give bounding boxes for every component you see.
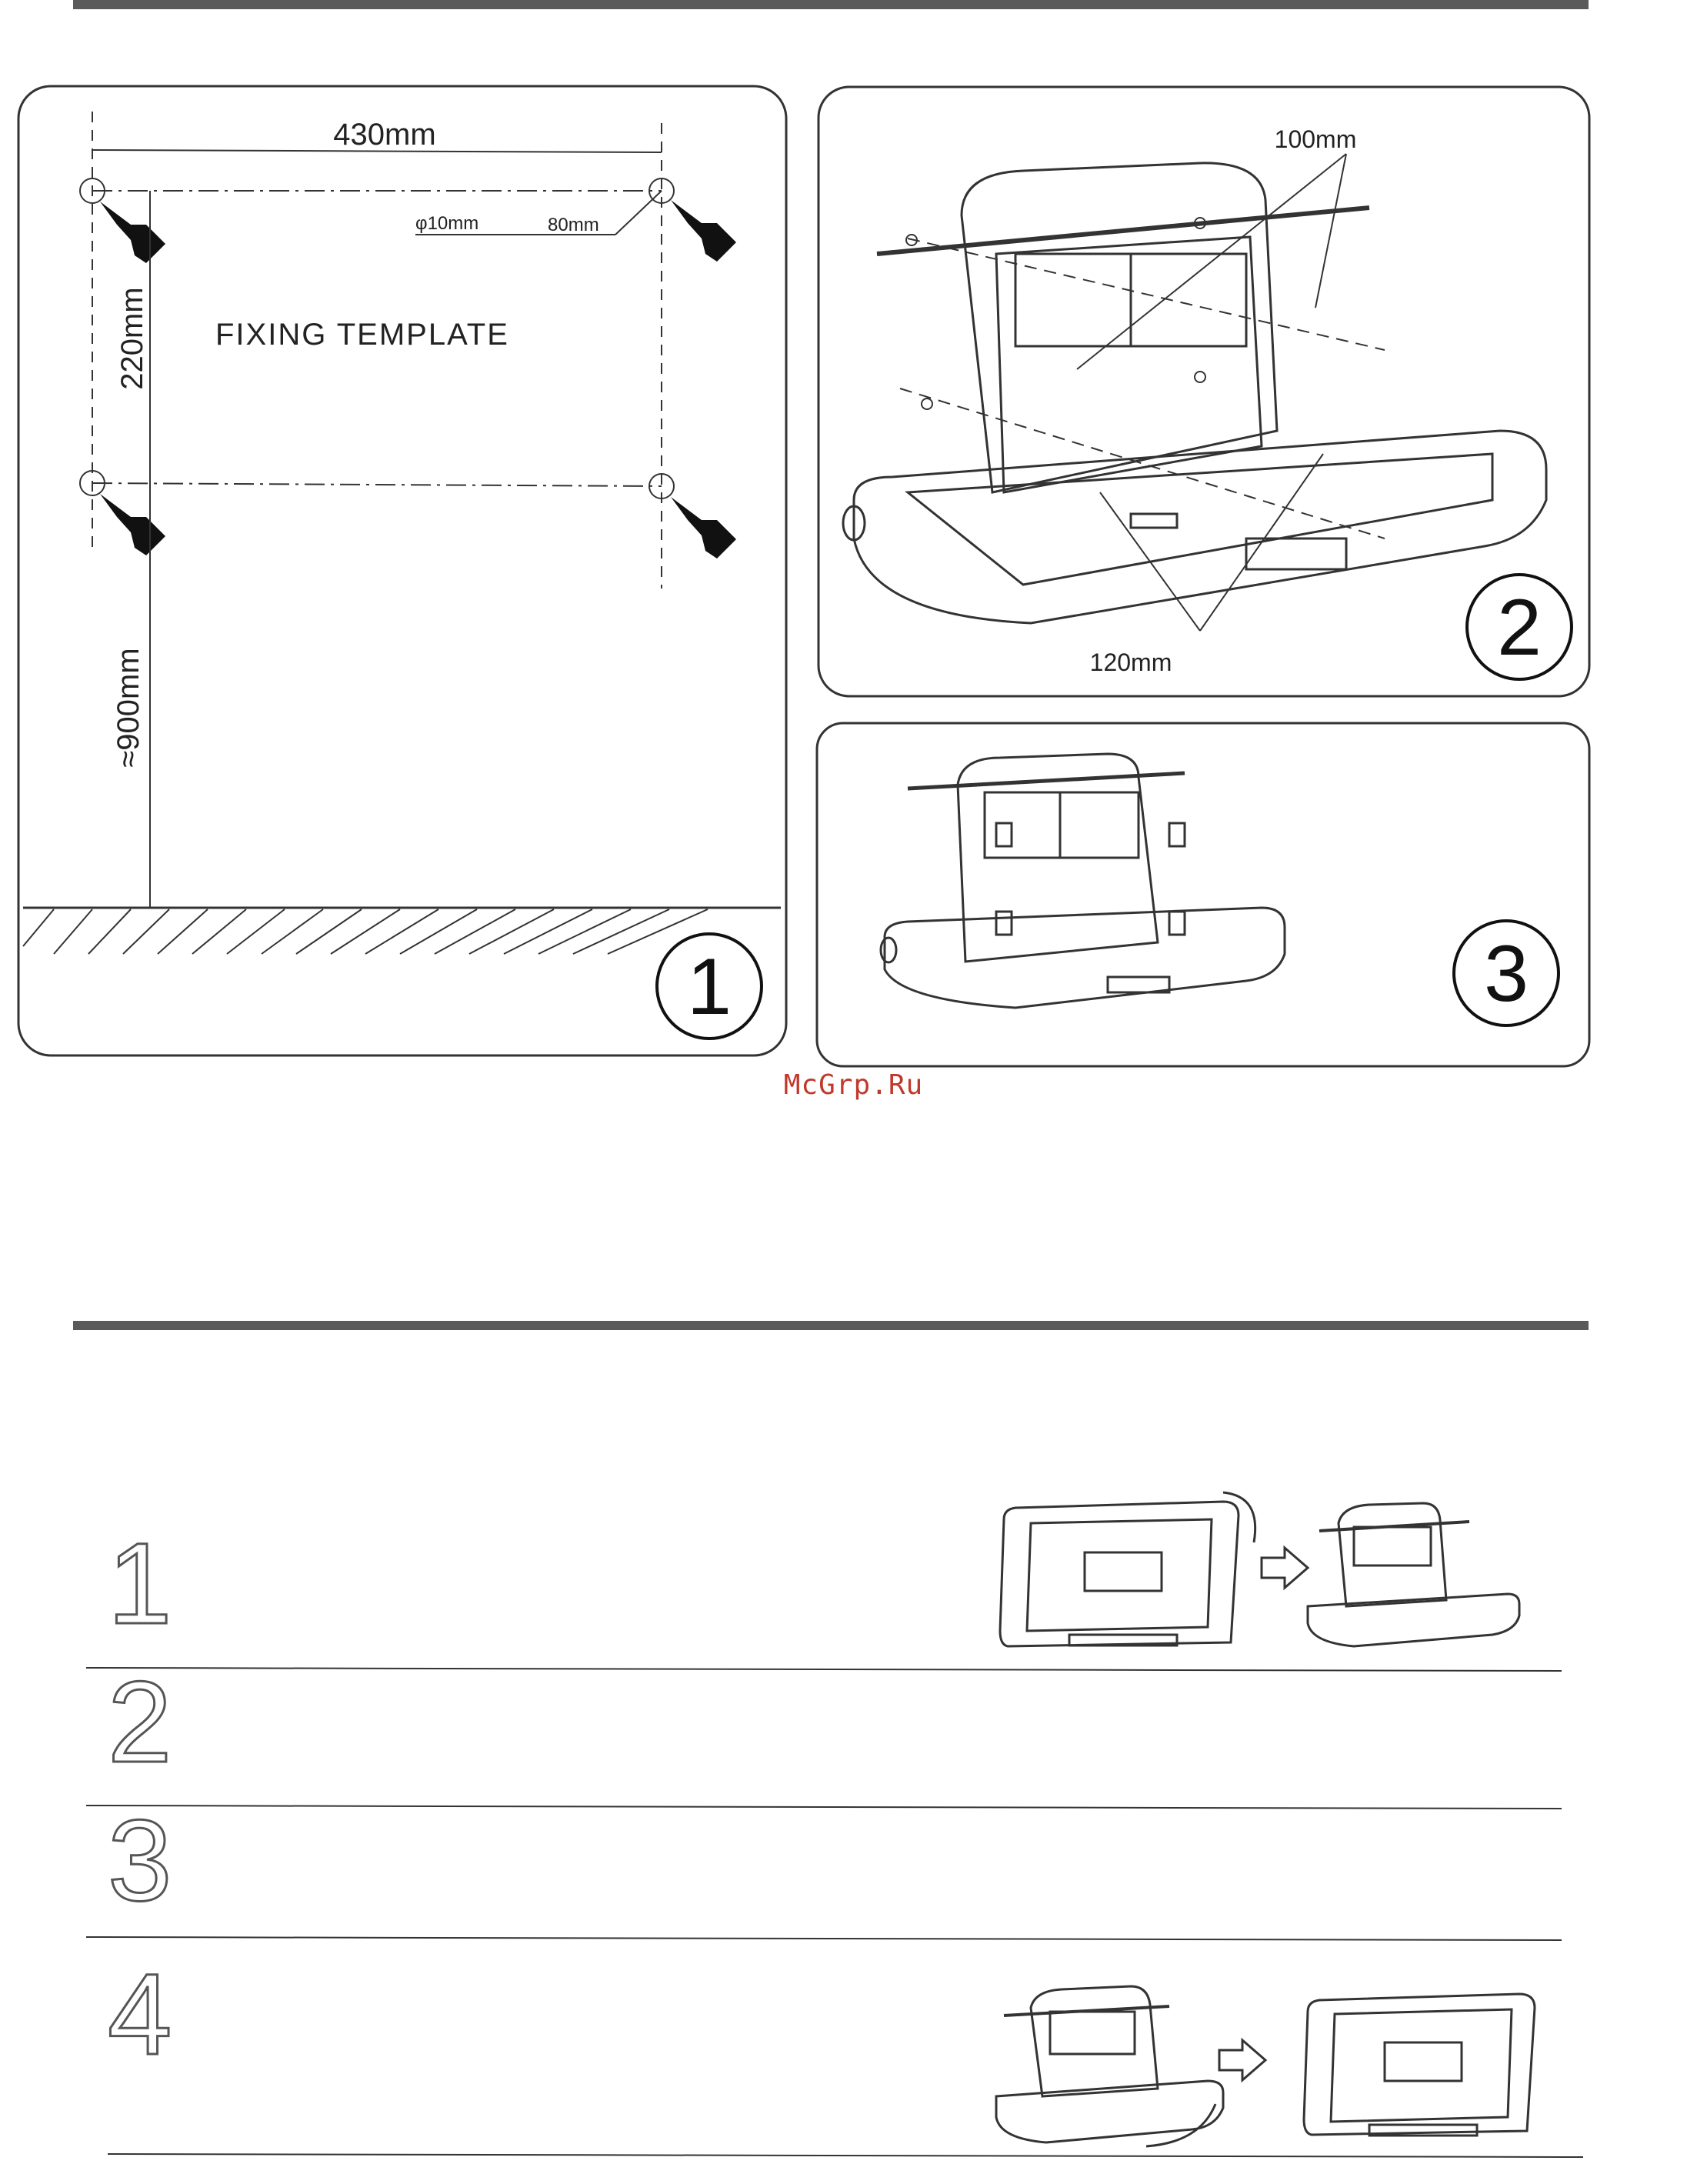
top-spacing-label: 100mm	[1274, 125, 1357, 153]
step-1-illustration	[1000, 1492, 1519, 1646]
row-separator	[108, 2154, 1583, 2157]
width-label: 430mm	[333, 118, 436, 152]
drill-icon	[671, 497, 736, 559]
panel-2	[818, 87, 1589, 696]
instruction-step-2-number: 2	[108, 1657, 172, 1786]
panel-1	[18, 86, 786, 1055]
row-separator	[86, 1937, 1562, 1940]
dowel-and-screw-lines	[900, 154, 1385, 631]
panel-2-frame	[818, 87, 1589, 696]
floor-hatch	[23, 909, 708, 954]
drill-icon	[100, 202, 165, 263]
panel-3	[817, 723, 1589, 1066]
depth-label: 80mm	[548, 215, 599, 235]
bottom-spacing-label: 120mm	[1089, 649, 1172, 676]
drill-icon	[100, 494, 165, 555]
instruction-step-3-number: 3	[108, 1796, 172, 1925]
hole-diameter-label: φ10mm	[415, 213, 479, 234]
instruction-steps	[0, 1369, 1707, 2177]
step-4-illustration	[996, 1986, 1535, 2146]
step-3-number: 3	[1484, 929, 1529, 1019]
instruction-step-4-number: 4	[108, 1949, 172, 2079]
watermark: McGrp.Ru	[783, 1069, 924, 1101]
changing-station-mounted	[881, 754, 1285, 1008]
height-label: 220mm	[115, 287, 149, 390]
instruction-step-1-number: 1	[108, 1519, 172, 1648]
step-2-number: 2	[1497, 583, 1542, 672]
middle-rule-bar	[73, 1321, 1589, 1330]
row-separator	[86, 1806, 1562, 1809]
floor-height-label: ≈900mm	[112, 648, 145, 768]
drill-icon	[671, 200, 736, 262]
fixing-template-label: FIXING TEMPLATE	[215, 318, 509, 352]
changing-station-open	[843, 163, 1546, 623]
step-1-number: 1	[687, 942, 732, 1032]
row-separator	[86, 1668, 1562, 1671]
